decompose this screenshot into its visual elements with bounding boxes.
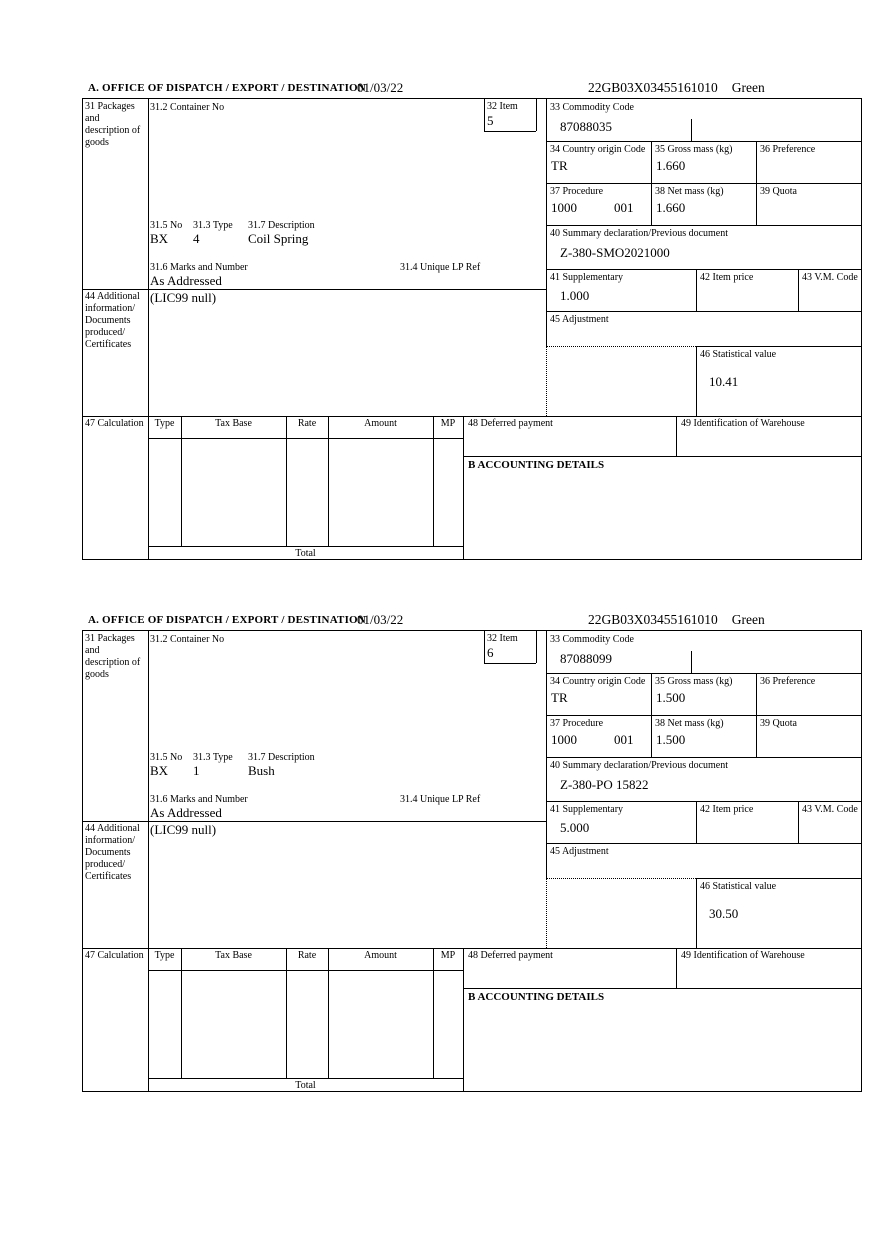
grid-line: [536, 631, 537, 663]
net-mass-value: 1.660: [656, 200, 686, 215]
box-47-label: 47 Calculation: [85, 418, 144, 429]
office-of-dispatch-header: A. OFFICE OF DISPATCH / EXPORT / DESTINATION: [88, 82, 366, 94]
grid-line: [546, 269, 861, 270]
box-32-label: 32 Item: [487, 101, 518, 112]
calc-total-label: Total: [295, 548, 316, 559]
box-44-label: 44 Additional information/ Documents produced/ Certificates: [85, 291, 140, 350]
statistical-value: 10.41: [709, 374, 739, 389]
box-31-4-label: 31.4 Unique LP Ref: [400, 794, 481, 805]
calc-col-tax-base: Tax Base: [215, 950, 252, 961]
grid-line: [546, 715, 861, 716]
box-41-label: 41 Supplementary: [550, 804, 624, 815]
country-origin-value: TR: [551, 158, 568, 173]
box-33-label: 33 Commodity Code: [550, 634, 634, 645]
box-34-label: 34 Country origin Code: [550, 676, 646, 687]
grid-line: [286, 416, 287, 546]
grid-line: [463, 456, 861, 457]
additional-info-value: (LIC99 null): [150, 290, 217, 305]
calc-col-rate: Rate: [297, 950, 317, 961]
package-type-value: 1: [193, 763, 200, 778]
calc-total-label: Total: [295, 1080, 316, 1091]
item-number-value: 5: [487, 113, 494, 128]
grid-line: [546, 183, 861, 184]
grid-line: [484, 631, 485, 663]
accounting-details-label: B ACCOUNTING DETAILS: [468, 459, 605, 471]
package-type-value: 4: [193, 231, 200, 246]
procedure-2-value: 001: [614, 732, 634, 747]
grid-line: [148, 1078, 463, 1079]
procedure-value: 1000: [551, 200, 577, 215]
box-31-3-label: 31.3 Type: [193, 752, 233, 763]
net-mass-value: 1.500: [656, 732, 686, 747]
grid-line: [798, 269, 799, 311]
mrn-line: [588, 80, 765, 96]
box-31-2-label: 31.2 Container No: [150, 102, 225, 113]
previous-document-value: Z-380-SMO2021000: [560, 245, 670, 260]
package-no-value: BX: [150, 763, 169, 778]
grid-line: [546, 843, 861, 844]
box-45-label: 45 Adjustment: [550, 314, 609, 325]
box-35-label: 35 Gross mass (kg): [655, 144, 733, 155]
gross-mass-value: 1.660: [656, 158, 686, 173]
grid-line: [546, 141, 861, 142]
grid-line-dotted: [546, 346, 696, 347]
procedure-value: 1000: [551, 732, 577, 747]
box-31-label: 31 Packages and description of goods: [85, 101, 141, 148]
box-37-label: 37 Procedure: [550, 186, 604, 197]
statistical-value: 30.50: [709, 906, 739, 921]
box-31-label: 31 Packages and description of goods: [85, 633, 141, 680]
box-44-label: 44 Additional information/ Documents produced/ Certificates: [85, 823, 140, 882]
grid-line: [328, 948, 329, 1078]
grid-line: [484, 663, 536, 664]
box-31-7-label: 31.7 Description: [248, 752, 315, 763]
country-origin-value: TR: [551, 690, 568, 705]
box-38-label: 38 Net mass (kg): [655, 718, 724, 729]
box-48-label: 48 Deferred payment: [468, 950, 553, 961]
box-40-label: 40 Summary declaration/Previous document: [550, 228, 729, 239]
grid-line: [433, 416, 434, 546]
supplementary-value: 1.000: [560, 288, 590, 303]
commodity-code-separator: [691, 651, 692, 673]
grid-line: [484, 131, 536, 132]
grid-line: [83, 948, 861, 949]
box-39-label: 39 Quota: [760, 718, 797, 729]
grid-line: [286, 948, 287, 1078]
box-31-7-label: 31.7 Description: [248, 220, 315, 231]
grid-line: [676, 948, 677, 988]
grid-line: [798, 801, 799, 843]
grid-line: [484, 99, 485, 131]
grid-line: [546, 99, 547, 346]
grid-line-dotted: [546, 346, 547, 416]
calc-col-rate: Rate: [297, 418, 317, 429]
grid-line-dotted: [546, 878, 547, 948]
grid-line: [546, 673, 861, 674]
box-43-label: 43 V.M. Code: [802, 272, 858, 283]
grid-line: [148, 99, 149, 559]
grid-line: [696, 878, 861, 879]
calc-col-tax-base: Tax Base: [215, 418, 252, 429]
box-46-label: 46 Statistical value: [700, 349, 777, 360]
mrn-line: [588, 612, 765, 628]
calc-col-type: Type: [154, 950, 175, 961]
item-number-value: 6: [487, 645, 494, 660]
item-form-grid: [82, 98, 862, 560]
package-no-value: BX: [150, 231, 169, 246]
routing-status: Green: [731, 612, 765, 627]
gross-mass-value: 1.500: [656, 690, 686, 705]
grid-line: [696, 346, 697, 416]
box-36-label: 36 Preference: [760, 144, 816, 155]
item-sheet-2: [82, 612, 862, 1094]
office-of-dispatch-header: A. OFFICE OF DISPATCH / EXPORT / DESTINATION: [88, 614, 366, 626]
previous-document-value: Z-380-PO 15822: [560, 777, 649, 792]
additional-info-value: (LIC99 null): [150, 822, 217, 837]
box-49-label: 49 Identification of Warehouse: [681, 418, 805, 429]
grid-line: [148, 970, 463, 971]
box-41-label: 41 Supplementary: [550, 272, 624, 283]
grid-line: [463, 416, 464, 559]
grid-line: [433, 948, 434, 1078]
grid-line: [696, 878, 697, 948]
grid-line: [181, 948, 182, 1078]
box-42-label: 42 Item price: [700, 272, 754, 283]
grid-line: [696, 269, 697, 311]
box-42-label: 42 Item price: [700, 804, 754, 815]
grid-line: [148, 631, 149, 1091]
grid-line: [463, 988, 861, 989]
box-32-label: 32 Item: [487, 633, 518, 644]
grid-line: [181, 416, 182, 546]
commodity-code-value: 87088099: [560, 651, 612, 666]
item-form-grid: [82, 630, 862, 1092]
grid-line: [328, 416, 329, 546]
box-35-label: 35 Gross mass (kg): [655, 676, 733, 687]
marks-value: As Addressed: [150, 805, 222, 820]
grid-line: [546, 225, 861, 226]
item-sheet-1: [82, 80, 862, 562]
grid-line: [696, 346, 861, 347]
calc-col-amount: Amount: [364, 950, 397, 961]
dispatch-date: 01/03/22: [357, 612, 404, 627]
grid-line: [83, 416, 861, 417]
box-36-label: 36 Preference: [760, 676, 816, 687]
box-39-label: 39 Quota: [760, 186, 797, 197]
calc-col-type: Type: [154, 418, 175, 429]
grid-line: [148, 438, 463, 439]
box-31-4-label: 31.4 Unique LP Ref: [400, 262, 481, 273]
box-33-label: 33 Commodity Code: [550, 102, 634, 113]
box-31-5-label: 31.5 No: [150, 752, 183, 763]
grid-line: [148, 546, 463, 547]
calc-col-mp: MP: [440, 418, 456, 429]
calc-col-mp: MP: [440, 950, 456, 961]
grid-line: [546, 631, 547, 878]
box-46-label: 46 Statistical value: [700, 881, 777, 892]
procedure-2-value: 001: [614, 200, 634, 215]
box-31-2-label: 31.2 Container No: [150, 634, 225, 645]
grid-line: [546, 801, 861, 802]
commodity-code-separator: [691, 119, 692, 141]
accounting-details-label: B ACCOUNTING DETAILS: [468, 991, 605, 1003]
box-37-label: 37 Procedure: [550, 718, 604, 729]
box-47-label: 47 Calculation: [85, 950, 144, 961]
grid-line: [696, 801, 697, 843]
supplementary-value: 5.000: [560, 820, 590, 835]
box-38-label: 38 Net mass (kg): [655, 186, 724, 197]
box-40-label: 40 Summary declaration/Previous document: [550, 760, 729, 771]
dispatch-date: 01/03/22: [357, 80, 404, 95]
routing-status: Green: [731, 80, 765, 95]
grid-line: [546, 311, 861, 312]
goods-description-value: Bush: [248, 763, 275, 778]
marks-value: As Addressed: [150, 273, 222, 288]
box-48-label: 48 Deferred payment: [468, 418, 553, 429]
box-49-label: 49 Identification of Warehouse: [681, 950, 805, 961]
box-34-label: 34 Country origin Code: [550, 144, 646, 155]
grid-line-dotted: [546, 878, 696, 879]
box-45-label: 45 Adjustment: [550, 846, 609, 857]
box-31-3-label: 31.3 Type: [193, 220, 233, 231]
grid-line: [546, 757, 861, 758]
commodity-code-value: 87088035: [560, 119, 612, 134]
box-43-label: 43 V.M. Code: [802, 804, 858, 815]
goods-description-value: Coil Spring: [248, 231, 309, 246]
box-31-6-label: 31.6 Marks and Number: [150, 262, 248, 273]
calc-col-amount: Amount: [364, 418, 397, 429]
grid-line: [536, 99, 537, 131]
grid-line: [463, 948, 464, 1091]
grid-line: [676, 416, 677, 456]
box-31-6-label: 31.6 Marks and Number: [150, 794, 248, 805]
mrn-number: 22GB03X03455161010: [588, 80, 718, 95]
mrn-number: 22GB03X03455161010: [588, 612, 718, 627]
box-31-5-label: 31.5 No: [150, 220, 183, 231]
